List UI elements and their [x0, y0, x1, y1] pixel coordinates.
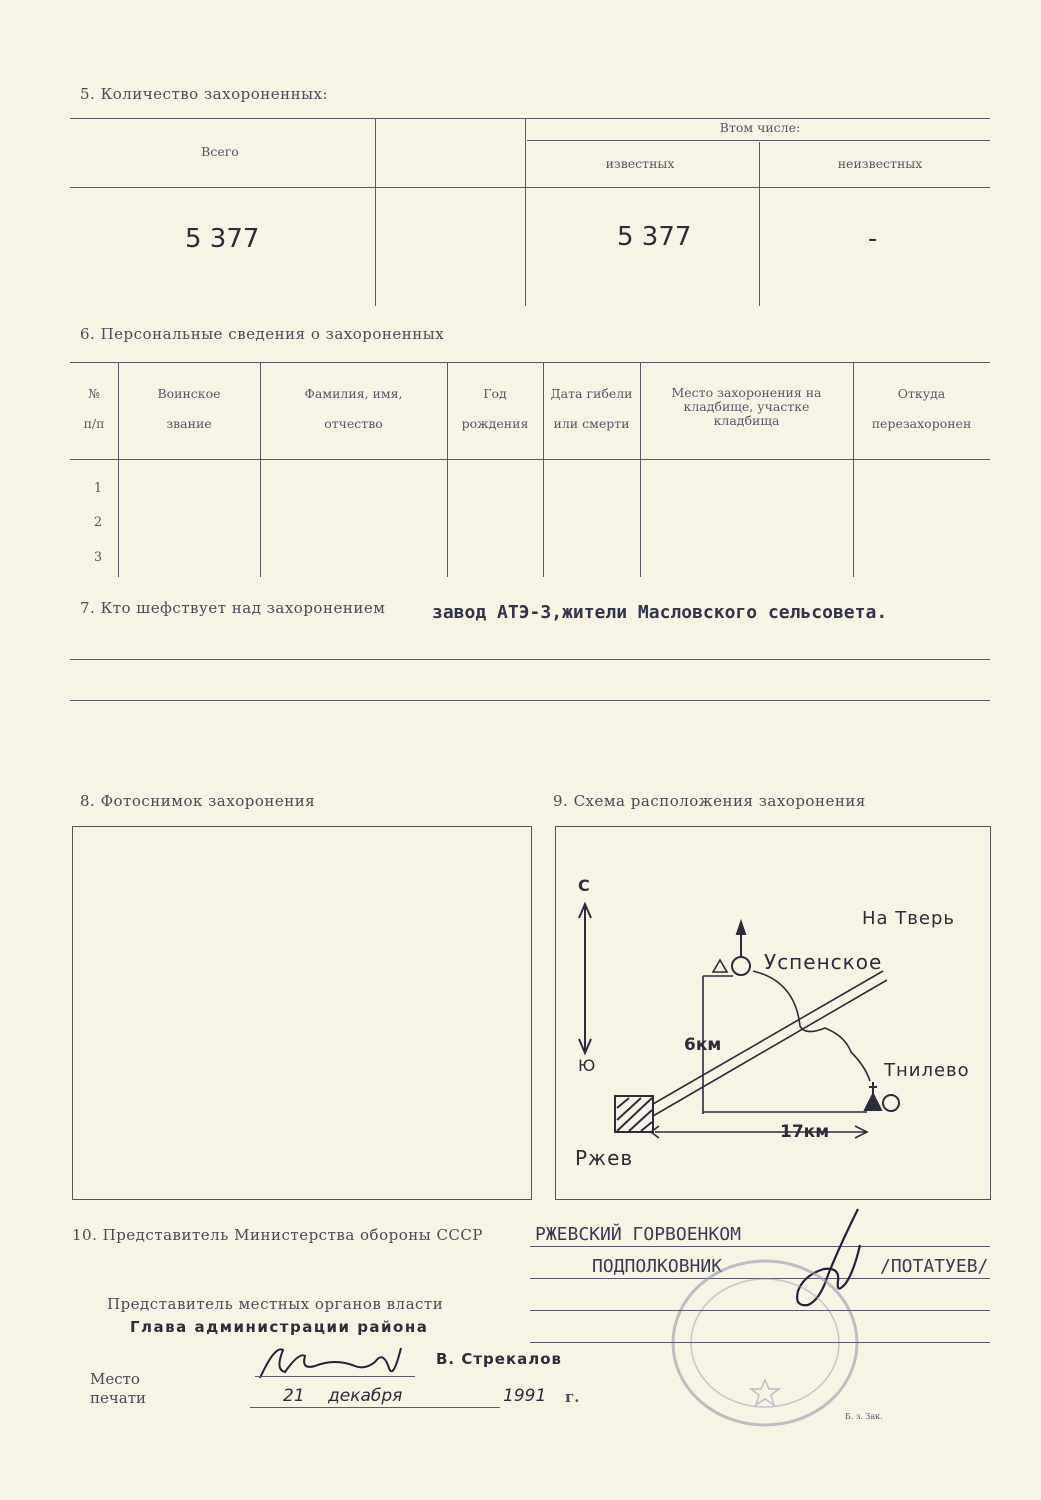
section9-title: 9. Схема расположения захоронения — [553, 792, 866, 810]
col-unknown-header: неизвестных — [837, 156, 923, 171]
row-number-3: 3 — [93, 550, 103, 565]
village-tnilevo-marker-icon — [865, 1082, 899, 1111]
print-mark: Б. з. Зак. — [845, 1412, 883, 1421]
mo-rep-name: /ПОТАТУЕВ/ — [880, 1256, 989, 1277]
compass-arrow-icon — [579, 904, 591, 1053]
scheme-town-label: Ржев — [575, 1146, 634, 1170]
scheme-distance-horizontal-label: 17км — [780, 1122, 830, 1142]
stamp-place-label: Место печати — [90, 1370, 147, 1407]
town-rzhev-marker-icon — [615, 1096, 653, 1132]
date-day: 21 — [283, 1386, 305, 1406]
section5-title: 5. Количество захороненных: — [80, 85, 329, 103]
mo-rep-org: РЖЕВСКИЙ ГОРВОЕНКОМ — [535, 1224, 741, 1245]
th-fullname: Фамилия, имя, отчество — [304, 386, 403, 431]
date-suffix: г. — [565, 1388, 580, 1406]
col-total-header: Всего — [201, 144, 239, 159]
th-reburied-from: Откуда перезахоронен — [871, 386, 972, 431]
th-rank: Воинское звание — [157, 386, 221, 431]
scheme-uspenskoe-label: Успенское — [764, 950, 883, 974]
local-rep-label: Представитель местных органов власти — [107, 1295, 444, 1313]
unknown-value: - — [868, 224, 878, 254]
scheme-to-tver-label: На Тверь — [862, 908, 955, 929]
th-birth-year: Год рождения — [461, 386, 529, 431]
th-burial-place: Место захоронения на кладбище, участке кладбища — [671, 385, 822, 428]
patron-line-2 — [70, 700, 990, 701]
section10-label: 10. Представитель Министерства обороны СССР — [72, 1226, 483, 1244]
col-including-header: Втом числе: — [719, 120, 801, 135]
th-death-date: Дата гибели или смерти — [550, 386, 633, 431]
patron-value: завод АТЭ-3,жители Масловского сельсовета. — [432, 602, 888, 623]
th-number: № п/п — [83, 386, 105, 431]
col-known-header: известных — [605, 156, 675, 171]
scheme-north-label: С — [578, 876, 590, 895]
path-uspenskoe-tnilevo — [753, 971, 870, 1081]
row-number-1: 1 — [93, 481, 103, 496]
section6-title: 6. Персональные сведения о захороненных — [80, 325, 445, 343]
patron-line-1 — [70, 659, 990, 660]
local-rep-title: Глава администрации района — [130, 1318, 429, 1336]
mo-rep-rank: ПОДПОЛКОВНИК — [592, 1256, 723, 1277]
section7-label: 7. Кто шефствует над захоронением — [80, 599, 386, 617]
row-number-2: 2 — [93, 515, 103, 530]
local-rep-signature — [255, 1340, 415, 1385]
location-scheme — [555, 826, 991, 1200]
photo-frame — [72, 826, 532, 1200]
date-month: декабря — [328, 1386, 403, 1406]
scheme-south-label: Ю — [578, 1056, 596, 1075]
scheme-tnilevo-label: Тнилево — [884, 1060, 970, 1081]
known-value: 5 377 — [617, 222, 692, 252]
section8-title: 8. Фотоснимок захоронения — [80, 792, 316, 810]
total-value: 5 377 — [185, 224, 260, 254]
date-year: 1991 — [503, 1386, 547, 1406]
village-uspenskoe-marker-icon — [713, 922, 750, 975]
local-rep-name: В. Стрекалов — [436, 1350, 563, 1368]
scheme-distance-vertical-label: 6км — [684, 1035, 722, 1055]
